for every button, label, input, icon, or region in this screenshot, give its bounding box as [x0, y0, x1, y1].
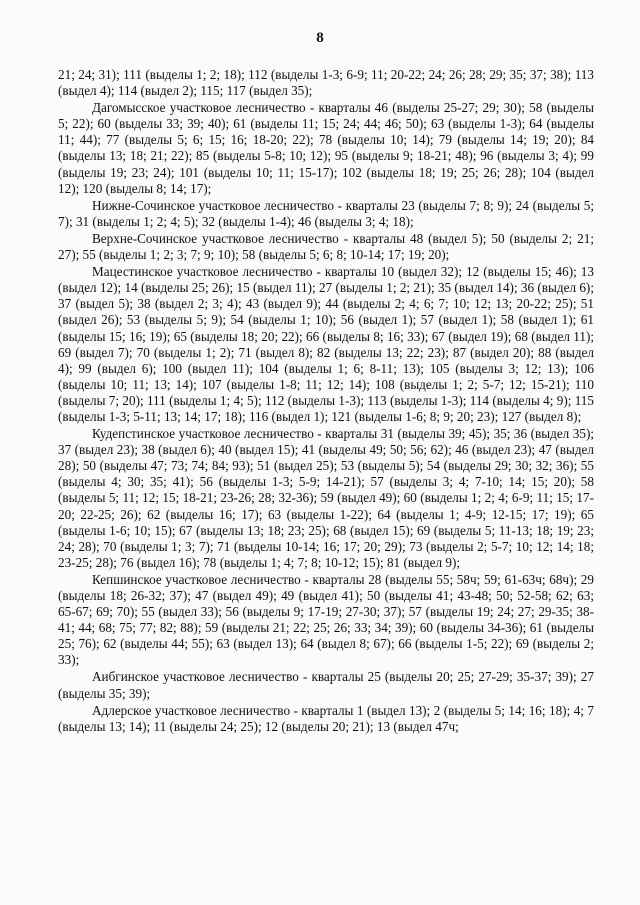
- paragraph-verkhne-sochi: Верхне-Сочинское участковое лесничество - кварталы 48 (выдел 5); 50 (выделы 2; 21; 27); 55 (выделы 1; 2; 3; 7; 9; 10); 58 (выделы 5; 6; 8; 10-14; 17; 19; 20);: [58, 230, 594, 263]
- paragraph-dagomys: Дагомысское участковое лесничество - кварталы 46 (выделы 25-27; 29; 30); 58 (выделы 5; 22); 60 (выделы 33; 39; 40); 61 (выделы 11; 15; 24; 44; 46; 50); 63 (выделы 1-3); 64 (выделы 11; 44); 77 (выделы 5; 6; 15; 16; 18-20; 22); 78 (выделы 10; 14); 79 (выделы 14; 19; 20); 84 (выделы 13; 18; 21; 22); 85 (выделы 5-8; 10; 12); 95 (выделы 9; 18-21; 48); 96 (выделы 3; 4); 99 (выделы 19; 23; 24); 101 (выделы 10; 11; 15-17); 102 (выделы 18; 19; 25; 26; 28); 104 (выдел 12); 120 (выделы 8; 14; 17);: [58, 100, 594, 196]
- body-text: [58, 67, 594, 736]
- paragraph-continuation: 21; 24; 31); 111 (выделы 1; 2; 18); 112 (выделы 1-3; 6-9; 11; 20-22; 24; 26; 28; 29; 35; 37; 38); 113 (выдел 4); 114 (выдел 2); 115; 117 (выдел 35);: [58, 67, 594, 99]
- paragraph-kudepsta: Кудепстинское участковое лесничество - кварталы 31 (выделы 39; 45); 35; 36 (выдел 35); 37 (выдел 23); 38 (выдел 6); 40 (выдел 15); 41 (выделы 49; 50; 56; 62); 46 (выдел 23); 47 (выдел 28); 50 (выделы 47; 73; 74; 84; 93); 51 (выдел 25); 53 (выделы 5); 54 (выделы 29; 30; 32; 36); 55 (выделы 4; 30; 35; 41); 56 (выделы 1-3; 5-9; 14-21); 57 (выделы 3; 4; 7-10; 14; 15; 20); 58 (выделы 5; 11; 12; 15; 18-21; 23-26; 28; 32-36); 59 (выдел 49); 60 (выделы 1; 2; 4; 6-9; 11; 15; 17-20; 22-25; 26); 62 (выделы 16; 17); 63 (выделы 1-22); 64 (выделы 1; 4-9; 12-15; 17; 19); 65 (выделы 1-6; 10; 15); 67 (выделы 13; 18; 23; 25); 68 (выдел 15); 69 (выделы 5; 11-13; 18; 19; 23; 24; 28); 70 (выделы 1; 3; 7); 71 (выделы 10-14; 16; 17; 20; 29); 73 (выделы 2; 5-7; 10; 12; 14; 18; 23-25; 28); 76 (выдел 16); 78 (выделы 1; 4; 7; 8; 10-12; 15); 81 (выдел 9);: [58, 426, 594, 570]
- paragraph-nizhne-sochi: Нижне-Сочинское участковое лесничество - кварталы 23 (выделы 7; 8; 9); 24 (выделы 5; 7); 31 (выделы 1; 2; 4; 5); 32 (выделы 1-4); 46 (выделы 3; 4; 18);: [58, 197, 594, 229]
- paragraph-aibga: Аибгинское участковое лесничество - кварталы 25 (выделы 20; 25; 27-29; 35-37; 39); 27 (выделы 35; 39);: [58, 669, 594, 701]
- paragraph-matsesta: Мацестинское участковое лесничество - кварталы 10 (выдел 32); 12 (выделы 15; 46); 13 (выдел 12); 14 (выделы 25; 26); 15 (выдел 11); 27 (выделы 1; 2; 21); 35 (выдел 14); 36 (выдел 6); 37 (выдел 5); 38 (выдел 2; 3; 4); 43 (выдел 9); 44 (выделы 2; 4; 6; 7; 10; 12; 13; 20-22; 25); 51 (выдел 26); 53 (выделы 5; 9); 54 (выделы 1; 10); 56 (выдел 1); 57 (выдел 1); 58 (выдел 1); 61 (выделы 15; 16; 19); 65 (выделы 18; 20; 22); 66 (выделы 8; 16; 33); 67 (выдел 19); 68 (выдел 11); 69 (выдел 7); 70 (выделы 1; 2); 71 (выдел 8); 82 (выделы 13; 22; 23); 87 (выдел 20); 88 (выдел 4); 99 (выдел 6); 100 (выдел 11); 104 (выделы 1; 6; 8-11; 13); 105 (выделы 3; 12; 13); 106 (выделы 10; 11; 13; 14); 107 (выделы 1-8; 11; 12; 14); 108 (выделы 1; 2; 5-7; 12; 15-21); 110 (выделы 7; 20); 111 (выделы 1; 4; 5); 112 (выделы 1-3); 113 (выделы 1-3); 114 (выделы 4; 9); 115 (выделы 1-3; 5-11; 13; 14; 17; 18); 116 (выдел 1); 121 (выделы 1-6; 8; 9; 20; 23); 127 (выдел 8);: [58, 264, 594, 424]
- page-number: 8: [316, 30, 324, 46]
- paragraph-adler: Адлерское участковое лесничество - кварталы 1 (выдел 13); 2 (выделы 5; 14; 16; 18); 4; 7 (выделы 13; 14); 11 (выделы 24; 25); 12 (выделы 20; 21); 13 (выдел 47ч;: [58, 702, 594, 734]
- paragraph-kepsha: Кепшинское участковое лесничество - кварталы 28 (выделы 55; 58ч; 59; 61-63ч; 68ч); 29 (выделы 18; 26-32; 37); 47 (выдел 49); 49 (выдел 41); 50 (выделы 41; 43-48; 50; 52-58; 62; 63; 65-67; 69; 70); 55 (выдел 33); 56 (выделы 9; 17-19; 27-30; 37); 57 (выделы 19; 24; 27; 29-35; 38-41; 44; 68; 75; 77; 82; 88); 59 (выделы 21; 22; 25; 26; 33; 34; 39); 60 (выделы 34-36); 61 (выделы 25; 76); 62 (выделы 44; 55); 63 (выдел 13); 64 (выдел 8; 67); 66 (выделы 1-5; 22); 69 (выделы 2; 33);: [58, 571, 594, 668]
